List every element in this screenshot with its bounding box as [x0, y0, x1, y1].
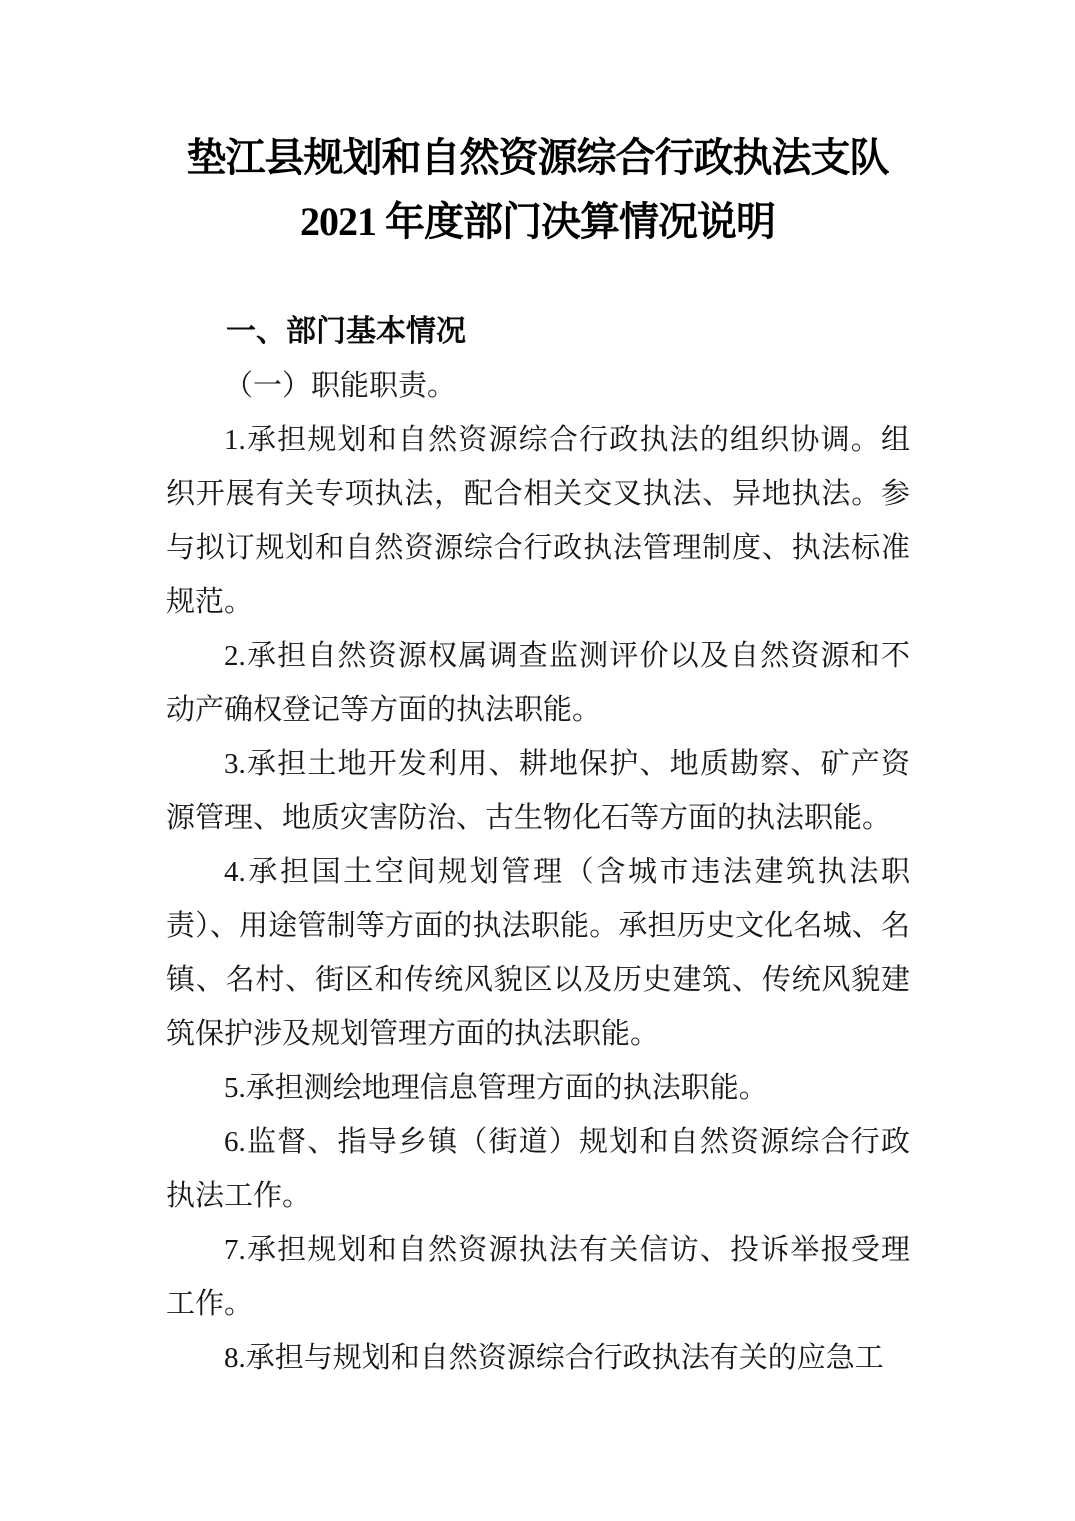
section-heading-basic-info: 一、部门基本情况: [226, 315, 466, 348]
paragraph-7: 7.承担规划和自然资源执法有关信访、投诉举报受理工作。: [166, 1234, 910, 1320]
subsection-heading-duties: （一）职能职责。: [224, 370, 457, 402]
paragraph-3: 3.承担土地开发利用、耕地保护、地质勘察、矿产资源管理、地质灾害防治、古生物化石等方面的执法职能。: [166, 748, 910, 834]
paragraph-2: 2.承担自然资源权属调查监测评价以及自然资源和不动产确权登记等方面的执法职能。: [166, 640, 910, 726]
document-body: [166, 305, 910, 1385]
paragraph-4: 4.承担国土空间规划管理（含城市违法建筑执法职责）、用途管制等方面的执法职能。承担历史文化名城、名镇、名村、街区和传统风貌区以及历史建筑、传统风貌建筑保护涉及规划管理方面的执法职能。: [166, 856, 910, 1050]
paragraph-1: 1.承担规划和自然资源综合行政执法的组织协调。组织开展有关专项执法，配合相关交叉执法、异地执法。参与拟订规划和自然资源综合行政执法管理制度、执法标准规范。: [166, 424, 910, 618]
document-title: [0, 0, 1075, 254]
document-title-line-2: 2021 年度部门决算情况说明: [300, 199, 775, 244]
document-title-line-1: 垫江县规划和自然资源综合行政执法支队: [186, 135, 889, 180]
paragraph-6: 6.监督、指导乡镇（街道）规划和自然资源综合行政执法工作。: [166, 1126, 910, 1212]
paragraph-5: 5.承担测绘地理信息管理方面的执法职能。: [224, 1072, 768, 1104]
paragraph-8: 8.承担与规划和自然资源综合行政执法有关的应急工: [224, 1342, 884, 1374]
